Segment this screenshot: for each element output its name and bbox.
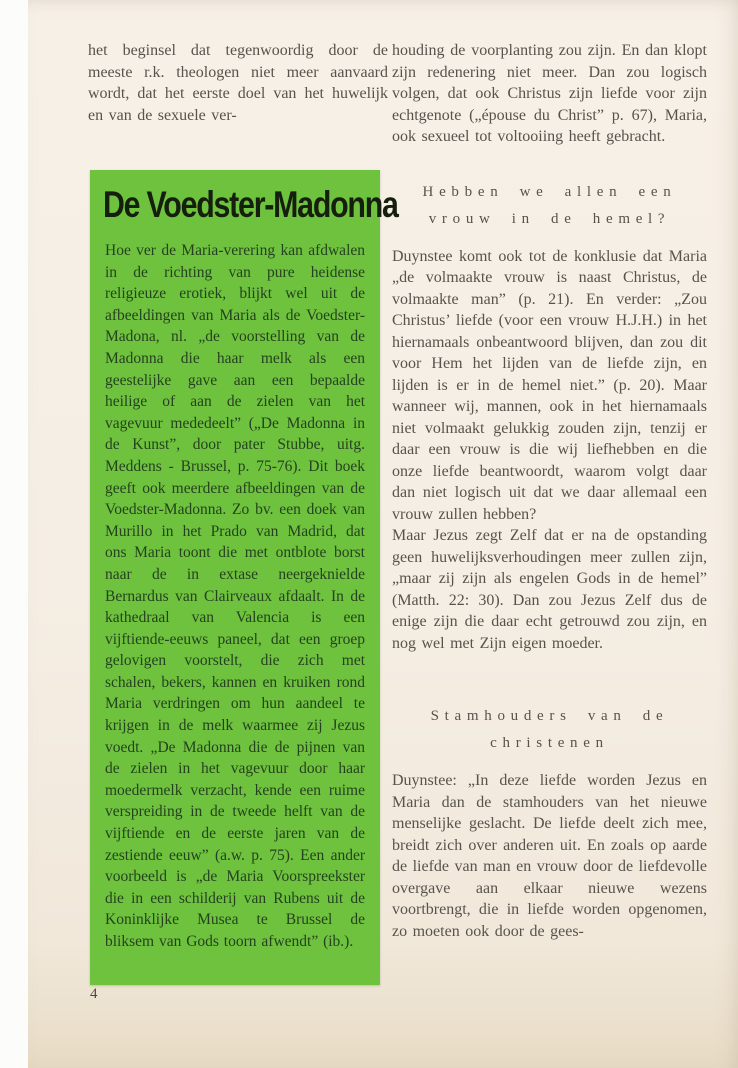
right-column-paragraph-3: Duynstee: „In deze liefde worden Jezus en Maria dan de stamhouders van het nieuwe menselijke geslacht. De liefde deelt zich mee, breidt zich over anderen uit. En zoals op aarde de liefde van man en vrouw door de liefdevolle overgave aan elkaar nieuwe wezens voortbrengt, die in liefde worden opgenomen, zo moeten ook door de gees- xyxy=(392,772,707,940)
right-column xyxy=(392,40,707,942)
heading-line: Stamhouders van de xyxy=(430,708,669,724)
callout-body-paragraph: Hoe ver de Maria-verering kan afdwalen in de richting van pure heidense religieuze erotiek, blijkt wel uit de afbeeldingen van Maria als de Voedster-Madona, nl. „de voorstelling van de Madonna die haar melk als een geestelijke gave aan een bepaalde heilige of aan de zielen van het vagevuur mededeelt” („De Madonna in de Kunst”, door pater Stubbe, uitg. Meddens - Brussel, p. 75-76). Dit boek geeft ook meerdere afbeeldingen van de Voedster-Madonna. Zo bv. een doek van Murillo in het Prado van Madrid, dat ons Maria toont die met ontblote borst naar de in extase neergeknielde Bernardus van Clairveaux afdaalt. In de kathedraal van Valencia is een vijftiende-eeuws paneel, dat een groep gelovigen voorstelt, die zich met schalen, bekers, kannen en kruiken rond Maria verdringen om hun aandeel te krijgen in de melk waarmee zij Jezus voedt. „De Madonna die de pijnen van de zielen in het vagevuur door haar moedermelk verzacht, kende een ruime verspreiding in de tweede helft van de vijftiende en de eerste jaren van de zestiende eeuw” (a.w. p. 75). Een ander voorbeeld is „de Maria Voorspreekster die in een schilderij van Rubens uit de Koninklijke Musea te Brussel de bliksem van Gods toorn afwendt” (ib.). xyxy=(105,242,365,950)
heading-line: Hebben we allen een xyxy=(422,183,677,200)
green-callout-box xyxy=(90,170,398,985)
right-column-paragraph-1: Duynstee komt ook tot de konklusie dat Maria „de volmaakte vrouw is naast Christus, de volmaakte man” (p. 21). En verder: „Zou Christus’ liefde (voor een vrouw H.J.H.) in het hiernamaals onbeantwoord blijven, dan zou dit voor Hem het lijden van de liefde zijn, en lijden is er in de hemel niet.” (p. 20). Maar wanneer wij, mannen, ook in het hiernamaals niet volmaakt gelukkig zouden zijn, tenzij er daar een vrouw is die wij liefhebben en die onze liefde beantwoordt, waarom volgt daar dan niet logisch uit dat we daar allemaal een vrouw zullen hebben? xyxy=(392,247,707,523)
callout-title: De Voedster-Madonna xyxy=(103,184,398,225)
right-column-intro-paragraph: houding de voorplanting zou zijn. En dan klopt zijn redenering niet meer. Dan zou logisch volgen, dat ook Christus zijn liefde voor zijn echtgenote („épouse du Christ” p. 67), Maria, ook sexueel tot voltooiing heeft gebracht. xyxy=(392,42,707,145)
left-column-intro-paragraph: het beginsel dat tegenwoordig door de meeste r.k. theologen niet meer aanvaard wordt, dat het eerste doel van het huwelijk en van de sexuele ver- xyxy=(88,42,388,124)
page-number: 4 xyxy=(90,986,98,1002)
section-heading-vrouw-in-de-hemel xyxy=(392,179,707,233)
heading-line: christenen xyxy=(490,735,609,751)
right-column-paragraph-2: Maar Jezus zegt Zelf dat er na de opstanding geen huwelijksverhoudingen meer zullen zijn, „maar zij zijn als engelen Gods in de hemel” (Matth. 22: 30). Dan zou Jezus Zelf dus de enige zijn die daar echt getrouwd zou zijn, en nog wel met Zijn eigen moeder. xyxy=(392,527,707,652)
section-heading-stamhouders xyxy=(392,703,707,757)
heading-line: vrouw in de hemel? xyxy=(428,210,671,227)
